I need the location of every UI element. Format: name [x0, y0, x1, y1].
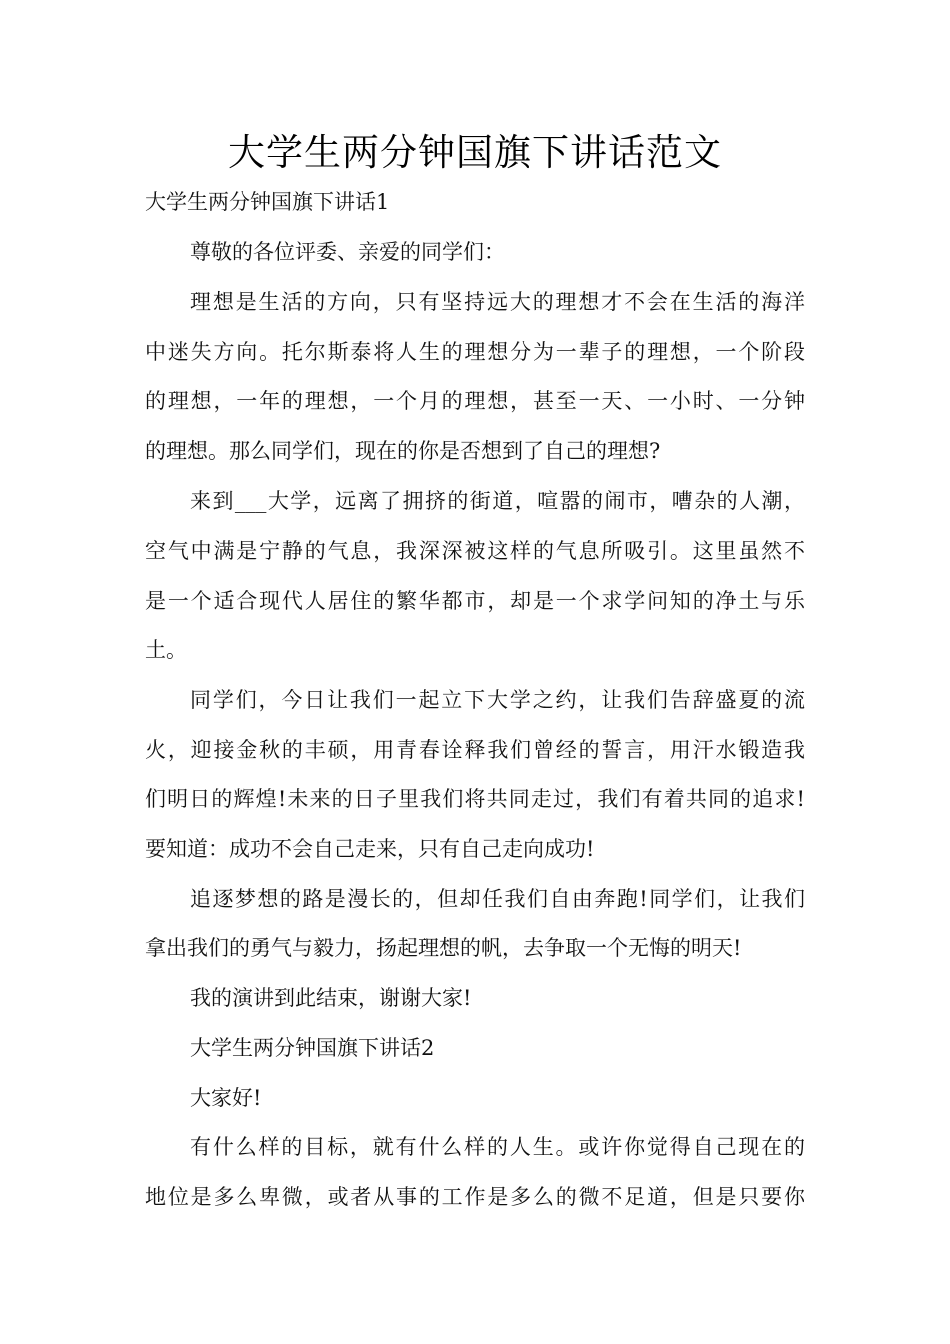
paragraph-line: 同学们，今日让我们一起立下大学之约，让我们告辞盛夏的流 — [190, 688, 805, 712]
paragraph-line: 是一个适合现代人居住的繁华都市，却是一个求学问知的净土与乐 — [145, 589, 805, 613]
paragraph-line: 的理想。那么同学们，现在的你是否想到了自己的理想? — [145, 439, 661, 463]
section-heading-1: 大学生两分钟国旗下讲话1 — [145, 190, 390, 214]
paragraph-line: 火，迎接金秋的丰硕，用青春诠释我们曾经的誓言，用汗水锻造我 — [145, 738, 805, 762]
paragraph-line: 我的演讲到此结束，谢谢大家! — [190, 986, 472, 1010]
paragraph-line: 地位是多么卑微，或者从事的工作是多么的微不足道，但是只要你 — [145, 1185, 805, 1209]
paragraph-line: 的理想，一年的理想，一个月的理想，甚至一天、一小时、一分钟 — [145, 389, 805, 413]
paragraph-line: 们明日的辉煌!未来的日子里我们将共同走过，我们有着共同的追求! — [145, 787, 805, 811]
paragraph-line: 追逐梦想的路是漫长的，但却任我们自由奔跑!同学们，让我们 — [190, 887, 805, 911]
paragraph-line: 拿出我们的勇气与毅力，扬起理想的帆，去争取一个无悔的明天! — [145, 936, 742, 960]
paragraph-line: 来到___大学，远离了拥挤的街道，喧嚣的闹市，嘈杂的人潮， — [190, 489, 805, 513]
paragraph-line: 要知道：成功不会自己走来，只有自己走向成功! — [145, 837, 595, 861]
document-title: 大学生两分钟国旗下讲话范文 — [228, 131, 722, 174]
paragraph-line: 有什么样的目标，就有什么样的人生。或许你觉得自己现在的 — [190, 1135, 805, 1159]
paragraph-line: 土。 — [145, 638, 187, 662]
section-heading-2: 大学生两分钟国旗下讲话2 — [190, 1036, 435, 1060]
greeting: 大家好! — [190, 1086, 262, 1110]
paragraph-line: 中迷失方向。托尔斯泰将人生的理想分为一辈子的理想，一个阶段 — [145, 340, 805, 364]
paragraph-line: 理想是生活的方向，只有坚持远大的理想才不会在生活的海洋 — [190, 290, 805, 314]
salutation: 尊敬的各位评委、亲爱的同学们： — [190, 240, 505, 264]
paragraph-line: 空气中满是宁静的气息，我深深被这样的气息所吸引。这里虽然不 — [145, 539, 805, 563]
